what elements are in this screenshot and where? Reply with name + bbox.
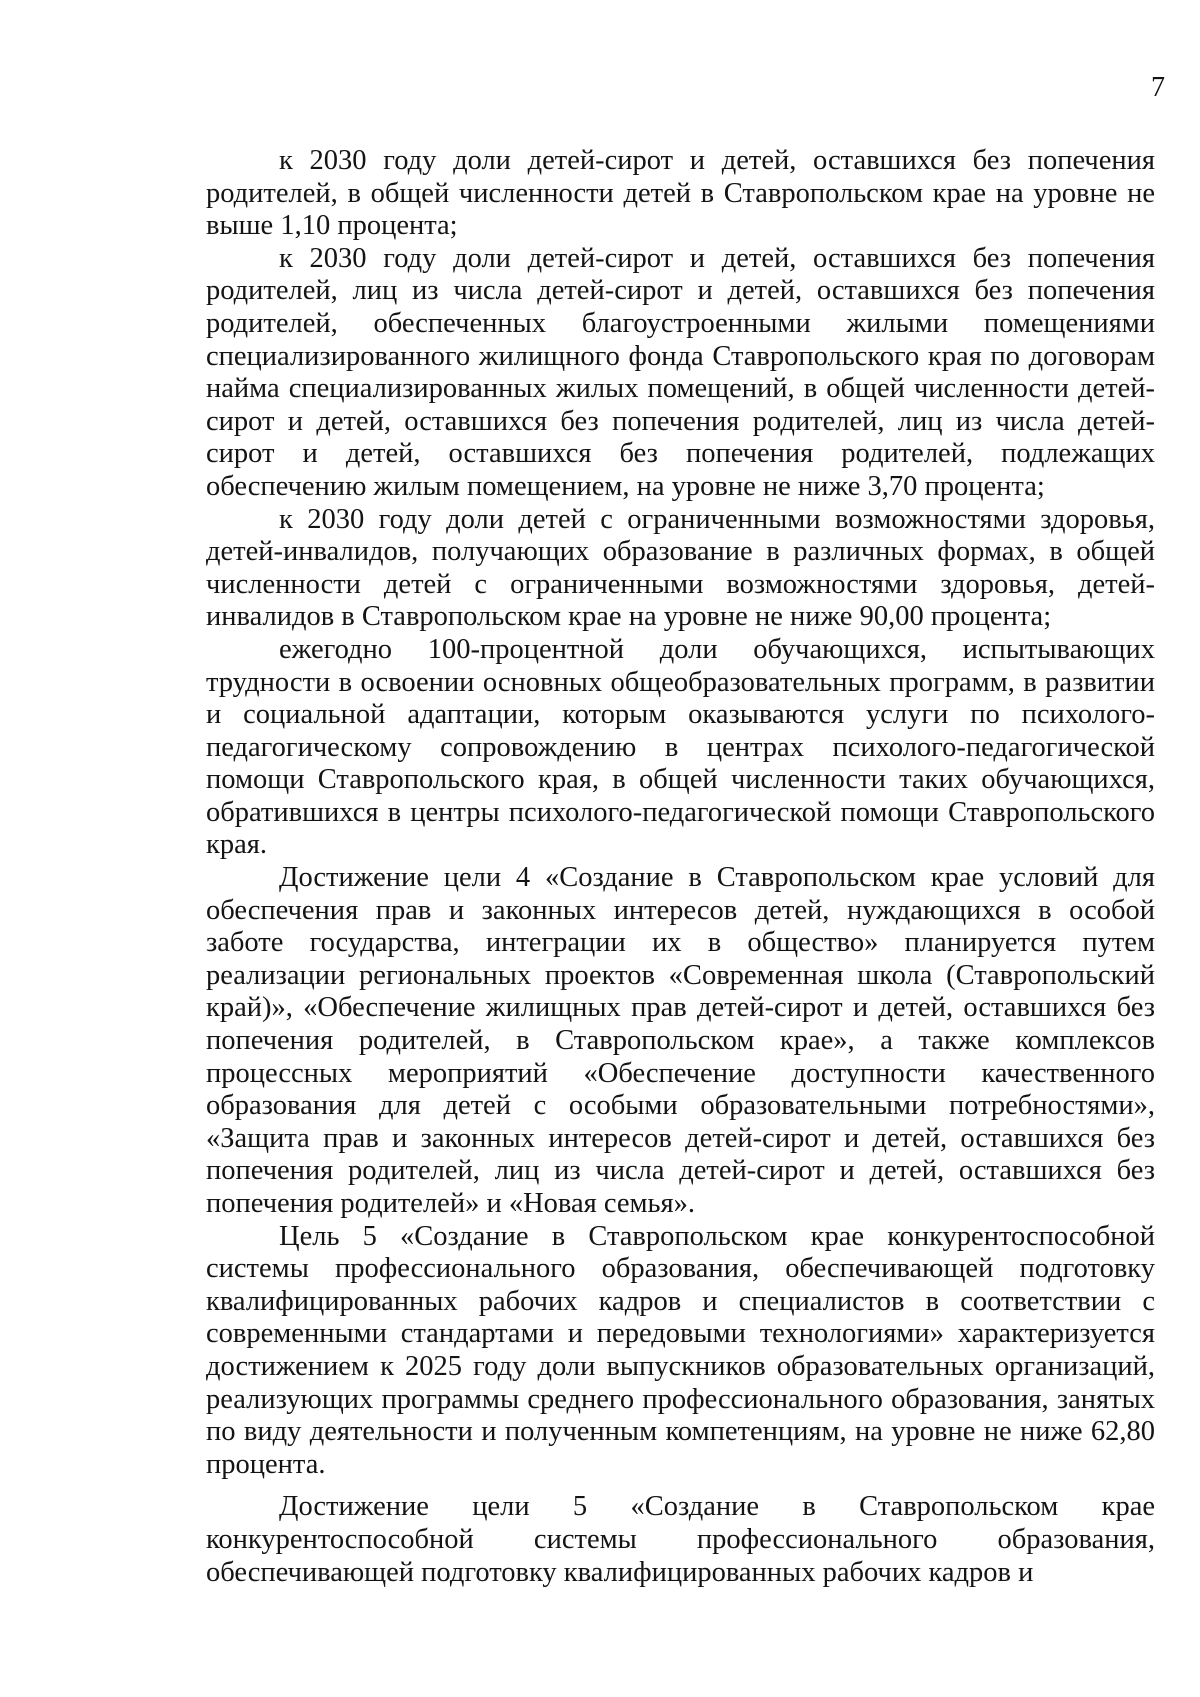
paragraph-goal-5-achievement: Достижение цели 5 «Создание в Ставропольском крае конкурентоспособной системы профессионального образования, обеспечивающей подготовку квалифицированных рабочих кадров и [206,1491,1155,1588]
paragraph-housing-share: к 2030 году доли детей-сирот и детей, оставшихся без попечения родителей, лиц из числа детей-сирот и детей, оставшихся без попечения родителей, обеспеченных благоустроенными жилыми помещениями специализированного жилищного фонда Ставропольского края по договорам найма специализированных жилых помещений, в общей численности детей-сирот и детей, оставшихся без попечения родителей, лиц из числа детей-сирот и детей, оставшихся без попечения родителей, подлежащих обеспечению жилым помещением, на уровне не ниже 3,70 процента; [206,242,1155,502]
paragraph-goal-5: Цель 5 «Создание в Ставропольском крае конкурентоспособной системы профессионального образования, обеспечивающей подготовку квалифицированных рабочих кадров и специалистов в соответствии с современными стандартами и передовыми технологиями» характеризуется достижением к 2025 году доли выпускников образовательных организаций, реализующих программы среднего профессионального образования, занятых по виду деятельности и полученным компетенциям, на уровне не ниже 62,80 процента. [206,1220,1155,1480]
paragraph-psychological-support: ежегодно 100-процентной доли обучающихся, испытывающих трудности в освоении основных общеобразовательных программ, в развитии и социальной адаптации, которым оказываются услуги по психолого-педагогическому сопровождению в центрах психолого-педагогической помощи Ставропольского края, в общей численности таких обучающихся, обратившихся в центры психолого-педагогической помощи Ставропольского края. [206,633,1155,861]
paragraph-orphans-share: к 2030 году доли детей-сирот и детей, оставшихся без попечения родителей, в общей численности детей в Ставропольском крае на уровне не выше 1,10 процента; [206,145,1155,242]
paragraph-goal-4-achievement: Достижение цели 4 «Создание в Ставропольском крае условий для обеспечения прав и законных интересов детей, нуждающихся в особой заботе государства, интеграции их в общество» планируется путем реализации региональных проектов «Современная школа (Ставропольский край)», «Обеспечение жилищных прав детей-сирот и детей, оставшихся без попечения родителей, в Ставропольском крае», а также комплексов процессных мероприятий «Обеспечение доступности качественного образования для детей с особыми образовательными потребностями», «Защита прав и законных интересов детей-сирот и детей, оставшихся без попечения родителей, лиц из числа детей-сирот и детей, оставшихся без попечения родителей» и «Новая семья». [206,862,1155,1219]
paragraph-disabled-education-share: к 2030 году доли детей с ограниченными возможностями здоровья, детей-инвалидов, получающих образование в различных формах, в общей численности детей с ограниченными возможностями здоровья, детей-инвалидов в Ставропольском крае на уровне не ниже 90,00 процента; [206,503,1155,633]
document-body [206,145,1155,1589]
page-number: 7 [1151,72,1165,103]
